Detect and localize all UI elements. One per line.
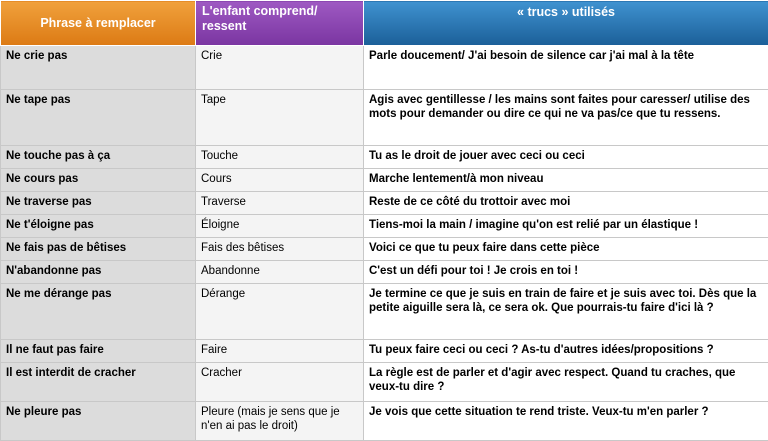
comprend-cell: Abandonne: [196, 261, 364, 284]
truc-cell: La règle est de parler et d'agir avec respect. Quand tu craches, que veux-tu dire ?: [364, 363, 768, 402]
header-comprend: L'enfant comprend/ ressent: [196, 1, 364, 46]
table-row: [1, 46, 768, 90]
table-row: [1, 192, 768, 215]
comprend-cell: Crie: [196, 46, 364, 90]
phrase-cell: Ne fais pas de bêtises: [1, 238, 196, 261]
phrase-cell: N'abandonne pas: [1, 261, 196, 284]
table-row: [1, 169, 768, 192]
truc-cell: Parle doucement/ J'ai besoin de silence car j'ai mal à la tête: [364, 46, 768, 90]
phrase-cell: Il est interdit de cracher: [1, 363, 196, 402]
truc-cell: Tu peux faire ceci ou ceci ? As-tu d'autres idées/propositions ?: [364, 340, 768, 363]
truc-cell: Tu as le droit de jouer avec ceci ou ceci: [364, 146, 768, 169]
comprend-cell: Dérange: [196, 284, 364, 340]
comprend-cell: Tape: [196, 90, 364, 146]
truc-cell: Agis avec gentillesse / les mains sont faites pour caresser/ utilise des mots pour demander ou dire ce qui ne va pas/ce que tu ressens.: [364, 90, 768, 146]
table-row: [1, 146, 768, 169]
phrase-cell: Ne cours pas: [1, 169, 196, 192]
table-row: [1, 215, 768, 238]
phrase-cell: Ne crie pas: [1, 46, 196, 90]
comprend-cell: Cours: [196, 169, 364, 192]
comprend-cell: Cracher: [196, 363, 364, 402]
table-row: [1, 261, 768, 284]
truc-cell: C'est un défi pour toi ! Je crois en toi !: [364, 261, 768, 284]
phrase-cell: Ne pleure pas: [1, 402, 196, 441]
header-row: [1, 1, 768, 46]
table-row: [1, 340, 768, 363]
table-row: [1, 363, 768, 402]
truc-cell: Voici ce que tu peux faire dans cette pièce: [364, 238, 768, 261]
comprend-cell: Fais des bêtises: [196, 238, 364, 261]
truc-cell: Je vois que cette situation te rend triste. Veux-tu m'en parler ?: [364, 402, 768, 441]
phrase-cell: Ne traverse pas: [1, 192, 196, 215]
table-row: [1, 402, 768, 441]
table-row: [1, 238, 768, 261]
table-row: [1, 284, 768, 340]
header-trucs: « trucs » utilisés: [364, 1, 768, 46]
phrase-cell: Ne tape pas: [1, 90, 196, 146]
phrase-cell: Ne me dérange pas: [1, 284, 196, 340]
truc-cell: Reste de ce côté du trottoir avec moi: [364, 192, 768, 215]
header-phrase: Phrase à remplacer: [1, 1, 196, 46]
phrase-cell: Il ne faut pas faire: [1, 340, 196, 363]
comprend-cell: Touche: [196, 146, 364, 169]
phrase-cell: Ne t'éloigne pas: [1, 215, 196, 238]
comprend-cell: Faire: [196, 340, 364, 363]
comprend-cell: Traverse: [196, 192, 364, 215]
truc-cell: Tiens-moi la main / imagine qu'on est relié par un élastique !: [364, 215, 768, 238]
comprend-cell: Éloigne: [196, 215, 364, 238]
comprend-cell: Pleure (mais je sens que je n'en ai pas le droit): [196, 402, 364, 441]
truc-cell: Marche lentement/à mon niveau: [364, 169, 768, 192]
truc-cell: Je termine ce que je suis en train de faire et je suis avec toi. Dès que la petite aiguille sera là, ce sera ok. Que pourrais-tu faire d'ici là ?: [364, 284, 768, 340]
phrase-cell: Ne touche pas à ça: [1, 146, 196, 169]
table-row: [1, 90, 768, 146]
